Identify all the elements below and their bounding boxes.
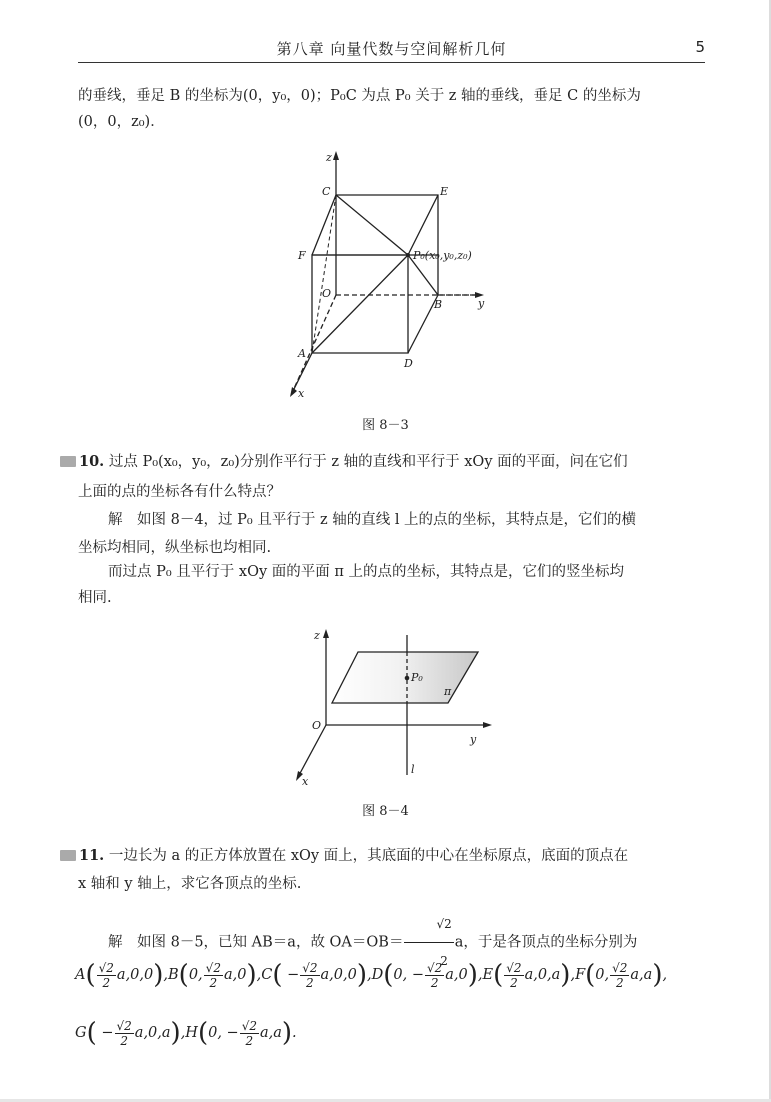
fig1-label-B: B (434, 298, 443, 311)
figure-8-3 (280, 145, 510, 400)
question-icon (60, 850, 76, 861)
fig1-label-D: D (404, 357, 413, 370)
frac-num: √2 (427, 960, 443, 975)
figure-8-4 (290, 625, 500, 790)
vertex-A-label: A (75, 967, 86, 983)
paragraph-top-1: 的垂线，垂足 B 的坐标为(0，y₀，0)；P₀C 为点 P₀ 关于 z 轴的垂线，垂足 C 的坐标为 (78, 88, 641, 104)
solution-10-line-3: 而过点 P₀ 且平行于 xOy 面的平面 π 上的点的坐标，其特点是，它们的竖坐标均 (108, 564, 625, 580)
vertex-G-label: G (75, 1025, 87, 1041)
fig2-label-pi: π (444, 685, 452, 698)
frac-num: √2 (116, 1018, 132, 1033)
fig1-label-x: x (298, 387, 305, 400)
vertex-E-label: E (482, 967, 494, 983)
frac-num: √2 (612, 960, 628, 975)
edge-CF (312, 195, 336, 255)
fig1-label-z: z (326, 151, 332, 164)
x-axis (298, 725, 326, 777)
x-axis-dashed (292, 295, 336, 393)
frac-num: √2 (241, 1018, 257, 1033)
frac-den: 2 (102, 975, 111, 990)
solution-10-line-1: 解 如图 8－4，过 P₀ 且平行于 z 轴的直线 l 上的点的坐标，其特点是，它们的横 (108, 512, 637, 528)
fig1-label-C: C (322, 185, 331, 198)
fraction-numerator: √2 (404, 906, 453, 943)
frac-den: 2 (510, 975, 518, 990)
fig2-label-P0: P₀ (411, 671, 423, 684)
fraction-denominator: 2 (440, 954, 448, 968)
question-10-number: 10. (79, 453, 105, 470)
fig2-label-x: x (302, 775, 309, 788)
coordinates-row-1: A( $\frac{√2}{2}$ a,0,0),B(0, $\frac{√2}{2}$ a,0),C( − $\frac{√2}{2}$ a,0,0),D(0, − $\frac{√2}{2}$ a,0),E( $\frac{√2}{2}$ a,0,a),F(0, $\frac{√2}{2}$ a,a), (75, 960, 668, 990)
fig1-label-A: A (298, 347, 306, 360)
frac-num: √2 (302, 960, 318, 975)
edge-EP0 (408, 195, 438, 255)
coordinates-row-2: G( − $\frac{√2}{2}$ a,0,a),H(0, − $\frac{√2}{2}$ a,a). (75, 1018, 297, 1048)
question-10-line-1 (60, 448, 710, 476)
frac-num: √2 (506, 960, 522, 975)
line-AP0 (312, 255, 408, 353)
fig2-label-l: l (411, 763, 415, 776)
chapter-title: 第八章 向量代数与空间解析几何 (276, 40, 507, 58)
page-number: 5 (695, 38, 705, 56)
vertex-B-label: B (168, 967, 179, 983)
solution-10-line-4: 相同. (78, 590, 112, 606)
vertex-F-label: F (575, 967, 586, 983)
question-11-line-1 (60, 842, 710, 870)
frac-den: 2 (306, 975, 314, 990)
question-icon (60, 456, 76, 467)
point-P0 (405, 676, 410, 681)
line-CP0 (336, 195, 408, 255)
frac-den: 2 (245, 1033, 254, 1048)
fig2-label-z: z (314, 629, 320, 642)
solution-11-text-a: 解 如图 8－5，已知 AB＝a，故 OA＝OB＝ (108, 934, 404, 951)
line-CA (312, 195, 336, 353)
frac-den: 2 (615, 975, 624, 990)
fig1-label-E: E (440, 185, 449, 198)
question-10-line-2: 上面的点的坐标各有什么特点？ (78, 484, 281, 500)
frac-num: √2 (205, 960, 221, 975)
question-11-text-1: 一边长为 a 的正方体放置在 xOy 面上，其底面的中心在坐标原点，底面的顶点在 (108, 848, 629, 864)
figure-8-3-caption: 图 8－3 (362, 418, 409, 433)
question-11-number: 11. (79, 847, 105, 864)
fig2-label-y: y (470, 733, 477, 746)
frac-den: 2 (430, 975, 439, 990)
frac-num: √2 (98, 960, 114, 975)
figure-8-4-caption: 图 8－4 (362, 804, 409, 819)
vertex-H-label: H (185, 1025, 198, 1041)
question-10-text-1: 过点 P₀(x₀，y₀，z₀)分别作平行于 z 轴的直线和平行于 xOy 面的平面，问在它们 (108, 454, 628, 470)
fig1-label-P0: P₀(x₀,y₀,z₀) (413, 249, 472, 262)
fig1-label-F: F (298, 249, 306, 262)
fig2-label-O: O (312, 719, 322, 732)
fig1-label-O: O (322, 287, 332, 300)
vertex-C-label: C (261, 967, 273, 983)
question-11-line-2: x 轴和 y 轴上，求它各顶点的坐标. (78, 876, 302, 892)
solution-11-text-b: a，于是各顶点的坐标分别为 (454, 934, 638, 951)
frac-den: 2 (209, 975, 218, 990)
vertex-D-label: D (371, 967, 384, 983)
solution-10-line-2: 坐标均相同，纵坐标也均相同. (78, 540, 272, 556)
frac-den: 2 (120, 1033, 128, 1048)
running-header (78, 34, 705, 63)
paragraph-top-2: (0，0，z₀)． (78, 114, 165, 130)
fig1-label-y: y (478, 297, 485, 310)
